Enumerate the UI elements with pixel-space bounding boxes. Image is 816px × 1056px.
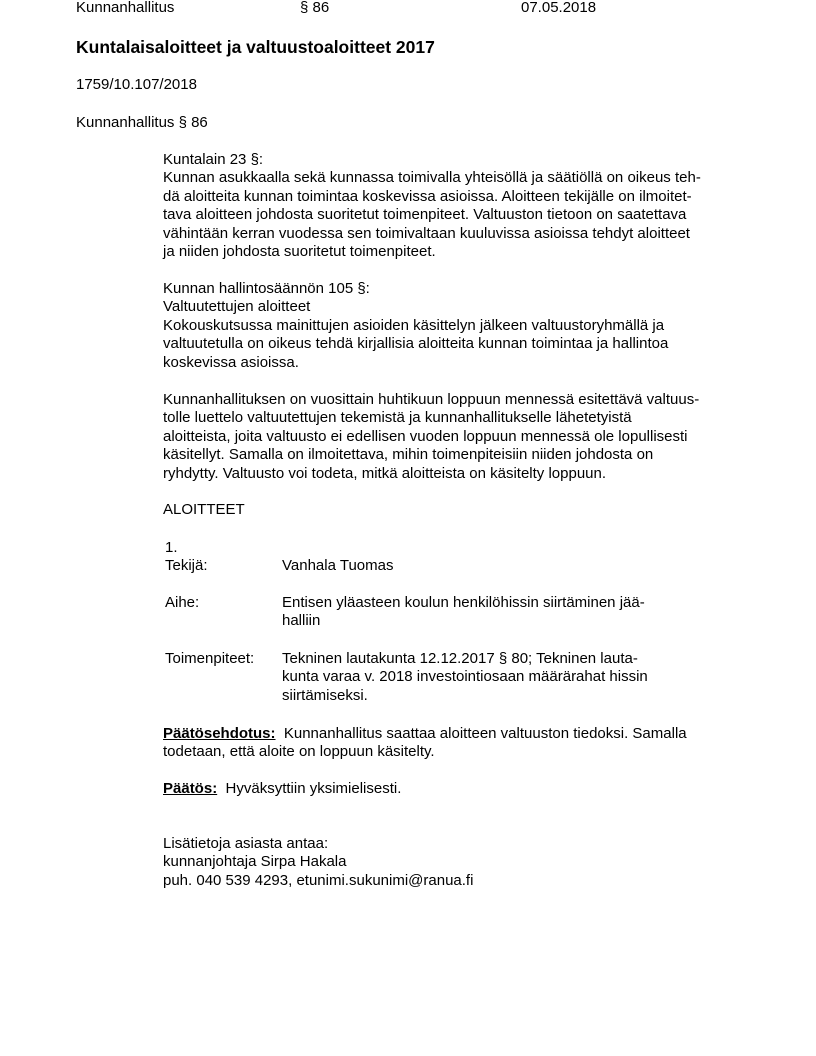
section-ref: Kunnanhallitus § 86 (76, 114, 208, 131)
law-line: Kunnan asukkaalla sekä kunnassa toimivalla yhteisöllä ja säätiöllä on oikeus teh- (163, 169, 701, 187)
rules-block (163, 280, 668, 372)
decision-block (163, 780, 401, 798)
actions-label: Toimenpiteet: (165, 650, 255, 667)
initiatives-heading: ALOITTEET (163, 501, 245, 518)
annual-block (163, 391, 699, 483)
actions-value (282, 650, 648, 705)
decision-text: Hyväksyttiin yksimielisesti. (225, 780, 402, 797)
actions-line: kunta varaa v. 2018 investointiosaan määrärahat hissin (282, 668, 648, 686)
contact-line: Lisätietoja asiasta antaa: (163, 835, 329, 852)
proposal-line: todetaan, että aloite on loppuun käsitelty. (163, 743, 435, 761)
contact-line: kunnanjohtaja Sirpa Hakala (163, 853, 347, 871)
actions-line: siirtämiseksi. (282, 686, 368, 704)
author-label: Tekijä: (165, 557, 208, 574)
proposal-block (163, 725, 687, 762)
subject-line: Entisen yläasteen koulun henkilöhissin siirtäminen jää- (282, 594, 645, 611)
law-heading: Kuntalain 23 §: (163, 151, 264, 168)
annual-line: Kunnanhallituksen on vuosittain huhtikuun loppuun mennessä esitettävä valtuus- (163, 391, 700, 408)
author-value: Vanhala Tuomas (282, 557, 394, 574)
contact-block (163, 835, 473, 890)
law-line: ja niiden johdosta suoritetut toimenpiteet. (163, 243, 436, 261)
law-line: tava aloitteen johdosta suoritetut toimenpiteet. Valtuuston tietoon on saatettava (163, 206, 687, 224)
contact-line: puh. 040 539 4293, etunimi.sukunimi@ranua.fi (163, 871, 474, 889)
rules-line: Kokouskutsussa mainittujen asioiden käsittelyn jälkeen valtuustoryhmällä ja (163, 316, 665, 334)
rules-line: koskevissa asioissa. (163, 353, 299, 371)
law-block (163, 151, 701, 261)
proposal-line: Kunnanhallitus saattaa aloitteen valtuuston tiedoksi. Samalla (283, 725, 687, 742)
header-date: 07.05.2018 (521, 0, 597, 16)
annual-line: käsitellyt. Samalla on ilmoitettava, mihin toimenpiteisiin niiden johdosta on (163, 446, 654, 464)
page-title: Kuntalaisaloitteet ja valtuustoaloitteet 2017 (76, 37, 435, 57)
header-section: § 86 (300, 0, 330, 16)
subject-label: Aihe: (165, 594, 200, 611)
rules-line: valtuutetulla on oikeus tehdä kirjallisia aloitteita kunnan toimintaa ja hallintoa (163, 335, 669, 353)
law-line: vähintään kerran vuodessa sen toimivaltaan kuuluvissa asioissa tehdyt aloitteet (163, 224, 690, 242)
header-body: Kunnanhallitus (76, 0, 175, 16)
proposal-label: Päätösehdotus: (163, 725, 276, 742)
annual-line: aloitteista, joita valtuusto ei edellisen vuoden loppuun mennessä ole lopullisesti (163, 427, 688, 445)
rules-heading: Kunnan hallintosäännön 105 §: (163, 280, 370, 297)
annual-line: ryhdytty. Valtuusto voi todeta, mitkä aloitteista on käsitelty loppuun. (163, 464, 607, 482)
law-line: dä aloitteita kunnan toimintaa koskevissa asioissa. Aloitteen tekijälle on ilmoitet- (163, 187, 692, 205)
actions-line: Tekninen lautakunta 12.12.2017 § 80; Tekninen lauta- (282, 650, 638, 667)
subject-value (282, 594, 645, 631)
diary-number: 1759/10.107/2018 (76, 76, 197, 93)
initiative-number: 1. (165, 539, 178, 556)
rules-subheading: Valtuutettujen aloitteet (163, 298, 311, 316)
annual-line: tolle luettelo valtuutettujen tekemistä ja kunnanhallitukselle lähetetyistä (163, 409, 632, 427)
decision-label: Päätös: (163, 780, 218, 797)
subject-line: halliin (282, 612, 321, 630)
